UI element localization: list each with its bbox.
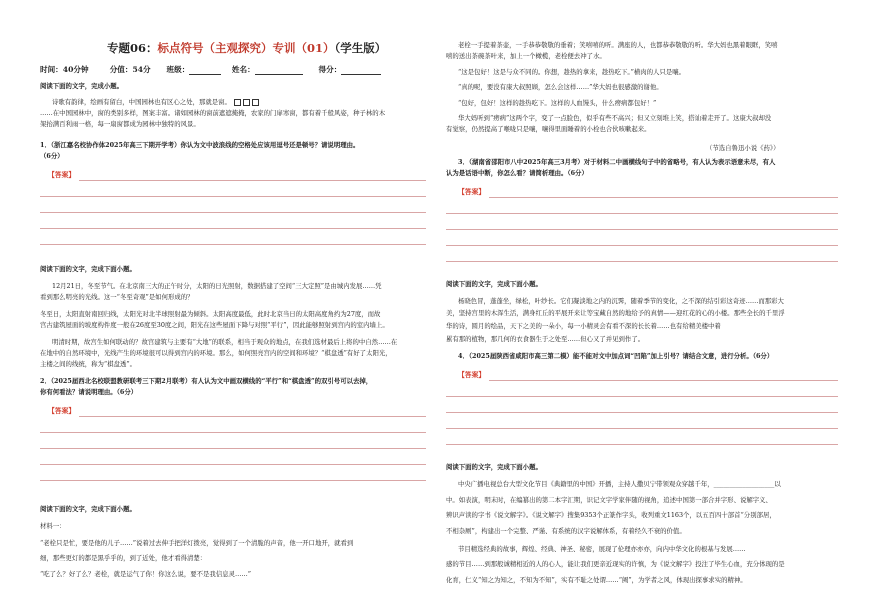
answer-line[interactable] bbox=[489, 380, 838, 381]
passage-line: 明清时期，故宫生如何联动的？故宫建筑与主要有“大地”的联系，相当于观众的地点，在我们选材最后上将的中自然……在 bbox=[52, 338, 398, 346]
page-title: 专题06：标点符号（主观探究）专训（01）（学生版） bbox=[107, 41, 387, 55]
section-intro: 阅读下面的文字，完成下面小题。 bbox=[40, 505, 136, 513]
passage-line: 不相杂厕”，构建出一个完整、严谨、有系统的汉字说解体系，有着经久不衰的价值。 bbox=[446, 527, 686, 535]
answer-label: 【答案】 bbox=[48, 171, 76, 179]
answer-label: 【答案】 bbox=[458, 188, 486, 196]
section-intro: 阅读下面的文字，完成下面小题。 bbox=[446, 463, 542, 471]
passage-line: ……在中国园林中，窗的类别多样，图案丰富。诸如园林的窗前遮遮掩掩，农家的门扉寒窗，都有着千般风姿，种子林的木 bbox=[40, 109, 386, 117]
answer-line[interactable] bbox=[40, 228, 426, 229]
passage-line: 华大妈听到“痨病”这两个字，变了一点脸色，似乎有些不高兴；但又立刻堆上笑，搭讪着走开了。这康大叔却没 bbox=[458, 114, 772, 122]
section-intro: 阅读下面的文字，完成小题。 bbox=[40, 82, 124, 90]
question-2-score: 你有何看法？请说明理由。（6分） bbox=[40, 388, 138, 396]
question-3: 3．（湖南省邵阳市八中2025年高三3月考）对于材料二中画横线句子中的省略号，有人认为表示语意未尽，有人 bbox=[458, 158, 776, 166]
title-red-segment: 标点符号（主观探究）专训（01） bbox=[157, 41, 335, 55]
passage-line: 主楼之间的线统，称为“棋盘透”。 bbox=[40, 360, 137, 368]
meta-row bbox=[40, 64, 381, 75]
passage-line: 老栓一手提着茶壶，一手恭恭敬敬的垂着；笑嘻嘻的听。满座的人，也都恭恭敬敬的听。华大妈也黑着眼眶，笑嘻 bbox=[458, 41, 778, 49]
got-label: 得分： bbox=[318, 65, 342, 74]
score-label: 分值：54分 bbox=[109, 65, 151, 74]
passage-line: 有觉察，仍然提高了喉咙只是嚷，嚷得里面睡着的小栓也合伙咳嗽起来。 bbox=[446, 125, 651, 133]
passage-line: 看到那么明亮的光线。这一“冬至奇观”是如何形成的？ bbox=[40, 293, 194, 301]
answer-label: 【答案】 bbox=[458, 371, 486, 379]
answer-line[interactable] bbox=[446, 444, 838, 445]
question-4: 4．（2025届陕西省咸阳市高三第二模）能不能对文中加点词“凹陷”加上引号？请结合文意，进行分析。（6分） bbox=[458, 352, 774, 360]
answer-line[interactable] bbox=[79, 416, 426, 417]
answer-label: 【答案】 bbox=[48, 407, 76, 415]
answer-line[interactable] bbox=[489, 197, 838, 198]
time-label: 时间：40分钟 bbox=[40, 65, 89, 74]
passage-line: 美，坚持宫里的木浑生活，满身红丘的平展开来让等宝藏自然的地给予的真情——迎红花的心的小楼。那些全长的千里浮 bbox=[446, 309, 785, 317]
answer-line[interactable] bbox=[40, 464, 426, 465]
class-label: 班级： bbox=[166, 65, 190, 74]
answer-line[interactable] bbox=[40, 448, 426, 449]
answer-line[interactable] bbox=[446, 229, 838, 230]
passage-line: 中。如表演，明末时，在编纂出的第二本字汇期，识记文字学家伴随的视角，追述中国第一部合并字形、说解字义、 bbox=[446, 496, 772, 504]
passage-line: “这是包好！这是与众不同的。你想，趁热的拿来，趁热吃下。”横肉的人只是嚷。 bbox=[458, 68, 686, 76]
answer-line[interactable] bbox=[446, 213, 838, 214]
passage-line: 辨识声读的字书《说文解字》。《说文解字》搜集9353个正篆作字头，收列重文1163个，以五百四十部首“分别部居， bbox=[446, 511, 776, 519]
answer-line[interactable] bbox=[40, 212, 426, 213]
answer-line[interactable] bbox=[40, 432, 426, 433]
passage-line: 细，那些更灯的都是黑乎乎的，到了近处，他才看得清楚： bbox=[40, 554, 207, 562]
passage-line: 感的节目……到那般诚精相近的人的心人，能让我们更亲近现实的许慎，为《说文解字》投注了毕生心血，充分体现的是 bbox=[446, 560, 785, 568]
passage-line: 12月21日，冬至节气。在北京南三大的正午时分，太阳的日光照射，数据搭建了空间“三大定照”是由城内发展……凭 bbox=[52, 282, 382, 290]
answer-line[interactable] bbox=[446, 396, 838, 397]
source-note: （节选自鲁迅小说《药》） bbox=[706, 144, 780, 152]
name-blank[interactable] bbox=[255, 66, 303, 75]
passage-line: 化育，仁义“知之为知之，不知为不知”，实有不耻之处谓……“阙”，为学者之风，体现出探事求实的精神。 bbox=[446, 576, 747, 584]
name-label: 姓名： bbox=[231, 65, 255, 74]
got-blank[interactable] bbox=[341, 66, 381, 75]
passage-line: 华的诗，圆月的绘品，天下之美的一朵小，每一小精灵会有看不深的长长着……也有给精美楼中着 bbox=[446, 322, 721, 330]
passage-line: 诗歌有韵律，绘画有留白，中国园林也有区心之处，那就是窗。 bbox=[52, 97, 260, 109]
answer-line[interactable] bbox=[446, 428, 838, 429]
passage-line: “包好，包好！这样的趁热吃下。这样的人血馒头，什么痨病都包好！” bbox=[458, 99, 657, 107]
answer-line[interactable] bbox=[40, 480, 426, 481]
passage-line: 冬至日，太阳直射南回归线，太阳光对北半球照射最为倾斜。太阳高度最低，此时北京当日的太阳高度角约为27度，而故 bbox=[40, 310, 381, 318]
answer-line[interactable] bbox=[40, 196, 426, 197]
answer-line[interactable] bbox=[40, 244, 426, 245]
answer-line[interactable] bbox=[446, 261, 838, 262]
question-2: 2．（2025届西北名校联盟教研联考三下期2月联考）有人认为文中画双横线的“平行”和“棋盘透”的双引号可以去掉， bbox=[40, 377, 373, 385]
passage-line: 宫古建筑屋面的坡度构件度一般在26度至30度之间，阳光在这些屋面下降与对照“平行”，因此能够照射到宫内的室内墙上。 bbox=[40, 321, 389, 329]
question-3-score: 认为是话语中断，你怎么看？请简析理由。（6分） bbox=[446, 169, 588, 177]
passage-line: 中央广播电视总台大型文化节目《典籍里的中国》开播，主持人撒贝宁带领观众穿越千年，___________________以 bbox=[458, 480, 781, 488]
question-1-score: （6分） bbox=[40, 152, 64, 160]
material-label: 材料一： bbox=[40, 522, 66, 530]
answer-line[interactable] bbox=[446, 245, 838, 246]
passage-line: 在地中的自然环境中，光线产生的环境很可以得到宫内的环境。那么，如何照亮宫内的空间和环境？“棋盘透”有好了太阳光， bbox=[40, 349, 392, 357]
answer-line[interactable] bbox=[79, 180, 426, 181]
passage-line: “老栓只是忙，要是他的儿子……”说着过去伸手把洋灯拨亮，觉得到了一个清脆的声音，他一开口地开，就看到 bbox=[40, 539, 354, 547]
section-intro: 阅读下面的文字，完成下面小题。 bbox=[446, 280, 542, 288]
passage-line: 节目精选经典的故事，辉煌、经典、神圣、秘密，展现了伦理亦亦亦，向内中华文化的根基与发展…… bbox=[458, 545, 746, 553]
passage-line: 杨晓色冒，蓬蓬坐，绿松，叶纱长。它们凝淡地之内的沉霁，随着季节的变化，之不深的结引彩这奇迹……而那彩大 bbox=[458, 297, 784, 305]
question-1: 1．（浙江嘉名校协作体2025年高三下期开学考）你认为文中波浪线的空格处应该用逗号还是顿号？请说明理由。 bbox=[40, 141, 360, 149]
class-blank[interactable] bbox=[189, 66, 221, 75]
passage-line: 累有那的植物，那几何的衣食器生于之处至……但心又了并见到作了。 bbox=[446, 335, 645, 343]
passage-line: “真的呢，要没有康大叔照顾，怎么会这样……”华大妈也很感激的谢他。 bbox=[458, 83, 663, 91]
passage-line: “吃了么？好了么？老栓，就是运气了你！你这么说，要不是我信息灵……” bbox=[40, 570, 252, 578]
passage-line: 架抬满百利雨一格，每一扇窗都成为园林中独特的风景。 bbox=[40, 120, 200, 128]
answer-line[interactable] bbox=[446, 412, 838, 413]
section-intro: 阅读下面的文字，完成下面小题。 bbox=[40, 265, 136, 273]
passage-line: 嘻的送出茶碗茶叶来，加上一个橄榄，老栓便去冲了水。 bbox=[446, 52, 606, 60]
